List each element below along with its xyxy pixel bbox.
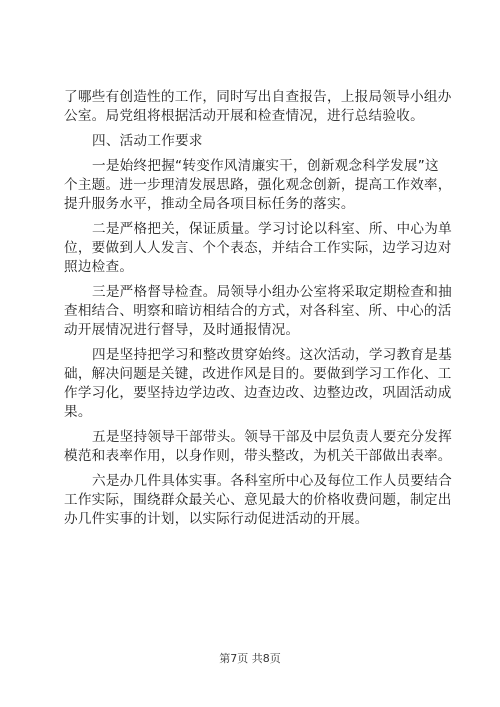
paragraph-1 xyxy=(64,157,452,214)
document-body xyxy=(64,88,452,535)
text-line: 公室。局党组将根据活动开展和检查情况，进行总结验收。 xyxy=(64,108,424,124)
heading-line: 四、活动工作要求 xyxy=(92,133,203,149)
paragraph-3 xyxy=(64,283,452,340)
text-line: 了哪些有创造性的工作，同时写出自查报告，上报局领导小组办 xyxy=(64,89,452,105)
text-line: 位，要做到人人发言、个个表态，并结合工作实际，边学习边对 xyxy=(64,240,452,256)
section-heading xyxy=(64,132,444,151)
paragraph-continuation xyxy=(64,88,452,126)
text-line: 三是严格督导检查。局领导小组办公室将采取定期检查和抽 xyxy=(92,284,452,300)
text-line: 一是始终把握“转变作风清廉实干，创新观念科学发展”这 xyxy=(92,158,439,174)
text-line: 查相结合、明察和暗访相结合的方式，对各科室、所、中心的活 xyxy=(64,303,452,319)
text-line: 照边检查。 xyxy=(64,259,134,275)
paragraph-2 xyxy=(64,220,452,277)
text-line: 六是办几件具体实事。各科室所中心及每位工作人员要结合 xyxy=(92,473,452,489)
text-line: 提升服务水平，推动全局各项目标任务的落实。 xyxy=(64,196,355,212)
text-line: 四是坚持把学习和整改贯穿始终。这次活动，学习教育是基 xyxy=(92,347,452,363)
page-footer: 第7页 共8页 xyxy=(219,652,281,665)
text-line: 五是坚持领导干部带头。领导干部及中层负责人要充分发挥 xyxy=(92,429,452,445)
text-line: 果。 xyxy=(64,404,92,420)
text-line: 模范和表率作用，以身作则，带头整改，为机关干部做出表率。 xyxy=(64,448,452,464)
paragraph-5 xyxy=(64,428,452,466)
text-line: 作学习化，要坚持边学边改、边查边改、边整边改，巩固活动成 xyxy=(64,385,452,401)
text-line: 础，解决问题是关键，改进作风是目的。要做到学习工作化、工 xyxy=(64,366,452,382)
text-line: 二是严格把关，保证质量。学习讨论以科室、所、中心为单 xyxy=(92,221,452,237)
paragraph-4 xyxy=(64,346,452,422)
text-line: 个主题。进一步理清发展思路，强化观念创新，提高工作效率， xyxy=(64,177,452,193)
text-line: 办几件实事的计划，以实际行动促进活动的开展。 xyxy=(64,511,369,527)
text-line: 工作实际，围绕群众最关心、意见最大的价格收费问题，制定出 xyxy=(64,492,452,508)
paragraph-6 xyxy=(64,472,452,529)
text-line: 动开展情况进行督导，及时通报情况。 xyxy=(64,322,300,338)
